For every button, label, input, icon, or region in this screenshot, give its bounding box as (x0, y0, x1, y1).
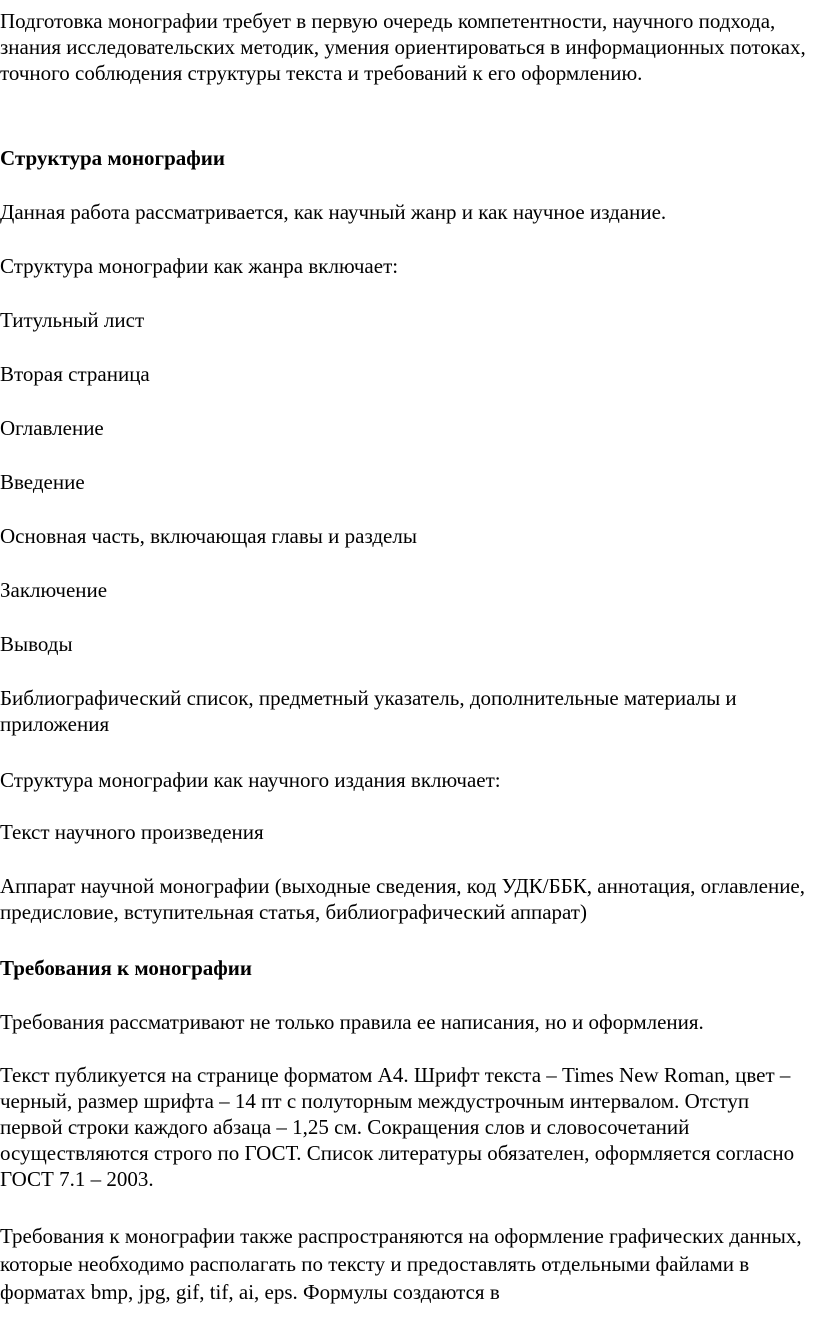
paragraph-requirements-scope: Требования рассматривают не только правила ее написания, но и оформления. (0, 1010, 704, 1034)
intro-paragraph: Подготовка монографии требует в первую очередь компетентности, научного подхода, знания исследовательских методик, умения ориентироваться в информационных потоках, точного соблюдения структуры текста и требований к его оформлению. (0, 9, 806, 85)
list-item-contents: Оглавление (0, 416, 104, 440)
paragraph-genre-and-edition: Данная работа рассматривается, как научный жанр и как научное издание. (0, 200, 667, 224)
list-item-scientific-text: Текст научного произведения (0, 820, 264, 844)
paragraph-graphics-requirements: Требования к монографии также распространяются на оформление графических данных, которые необходимо располагать по тексту и предоставлять отдельными файлами в форматах bmp, jpg, gif, tif, ai, eps. Формулы создаются в (0, 1224, 802, 1304)
list-item-second-page: Вторая страница (0, 362, 150, 386)
heading-structure: Структура монографии (0, 146, 226, 170)
list-item-bibliography: Библиографический список, предметный указатель, дополнительные материалы и приложения (0, 686, 737, 736)
paragraph-genre-structure: Структура монографии как жанра включает: (0, 254, 399, 278)
list-item-introduction: Введение (0, 470, 85, 494)
paragraph-edition-structure: Структура монографии как научного издания включает: (0, 768, 501, 792)
list-item-title-page: Титульный лист (0, 308, 145, 332)
list-item-apparatus: Аппарат научной монографии (выходные сведения, код УДК/ББК, аннотация, оглавление, предисловие, вступительная статья, библиографический аппарат) (0, 874, 806, 924)
heading-requirements: Требования к монографии (0, 956, 252, 980)
list-item-conclusion: Заключение (0, 578, 108, 602)
paragraph-formatting-rules: Текст публикуется на странице форматом А4. Шрифт текста – Times New Roman, цвет – черный, размер шрифта – 14 пт с полуторным междустрочным интервалом. Отступ первой строки каждого абзаца – 1,25 см. Сокращения слов и словосочетаний осуществляются строго по ГОСТ. Список литературы обязателен, оформляется согласно ГОСТ 7.1 – 2003. (0, 1063, 795, 1191)
list-item-main-part: Основная часть, включающая главы и разделы (0, 524, 417, 548)
list-item-findings: Выводы (0, 632, 73, 656)
